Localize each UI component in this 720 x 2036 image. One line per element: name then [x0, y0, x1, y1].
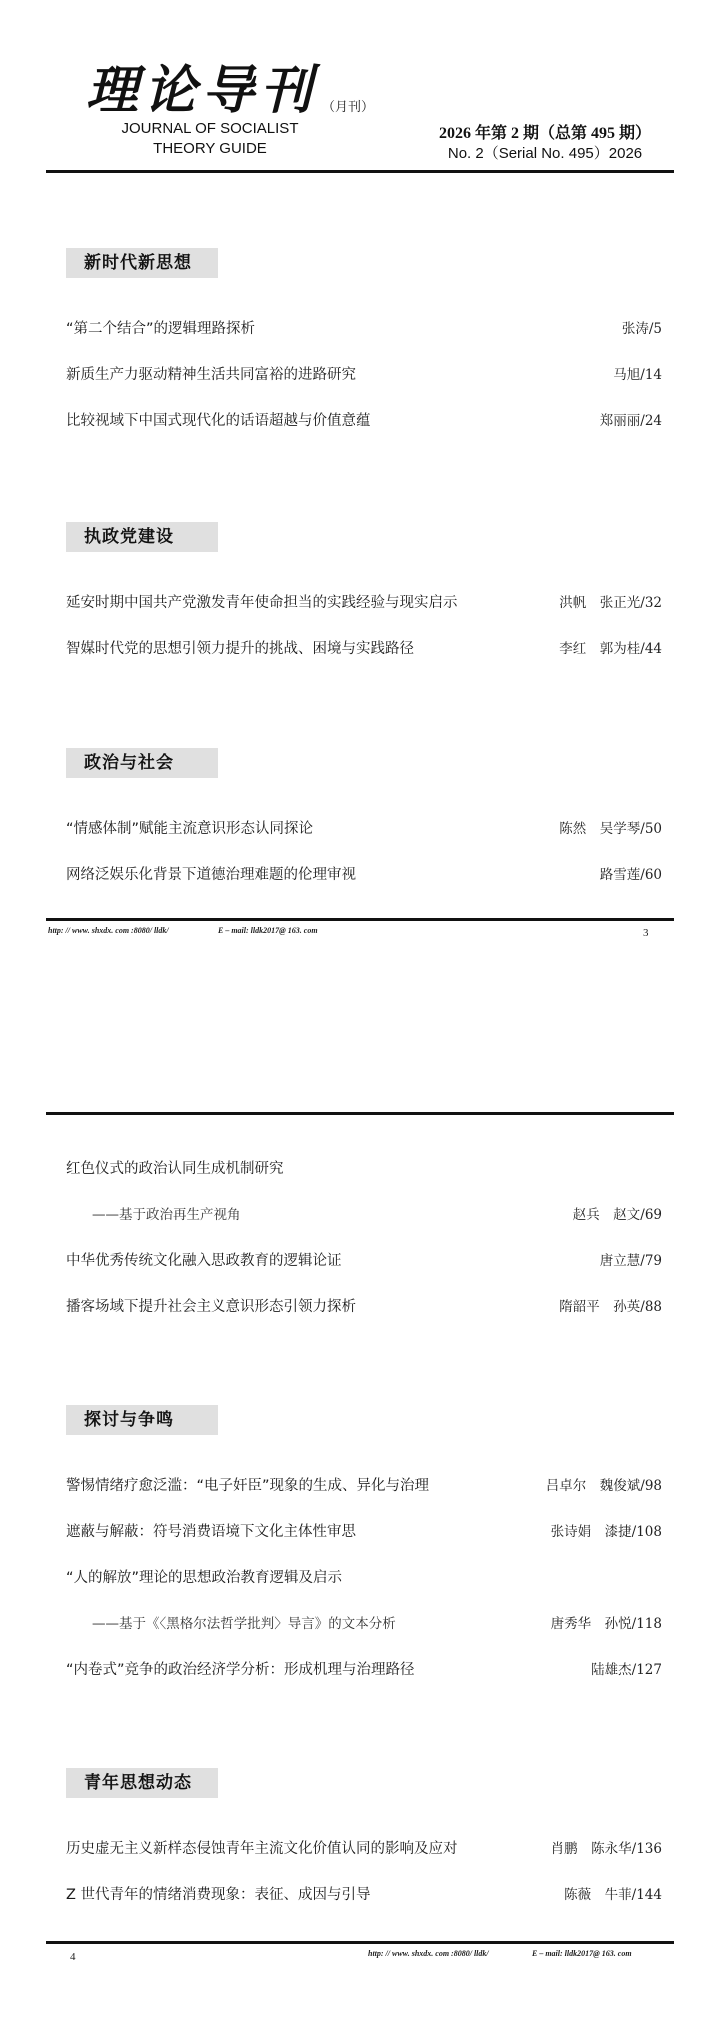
- toc-entry[interactable]: [66, 1295, 662, 1319]
- entry-title: 新质生产力驱动精神生活共同富裕的进路研究: [66, 367, 356, 383]
- entry-author-page: 陈薇 牛菲/144: [564, 1887, 662, 1903]
- entry-subtitle: ——基于《〈黑格尔法哲学批判〉导言》的文本分析: [92, 1616, 396, 1632]
- toc-entry[interactable]: [66, 817, 662, 841]
- entry-author-page: 吕卓尔 魏俊斌/98: [545, 1478, 662, 1494]
- entry-title: 历史虚无主义新样态侵蚀青年主流文化价值认同的影响及应对: [66, 1841, 458, 1857]
- entry-title: 红色仪式的政治认同生成机制研究: [66, 1161, 284, 1177]
- toc-entry[interactable]: [66, 1883, 662, 1907]
- journal-logo: 理论导刊: [86, 60, 319, 121]
- entry-author-page: 赵兵 赵文/69: [572, 1207, 662, 1223]
- entry-subtitle: ——基于政治再生产视角: [92, 1207, 241, 1223]
- toc-entry[interactable]: [66, 1520, 662, 1544]
- page-footer-rule: [46, 1941, 674, 1944]
- toc-entry[interactable]: [66, 1658, 662, 1682]
- entry-author-page: 陆雄杰/127: [591, 1662, 662, 1678]
- toc-entry[interactable]: [66, 1157, 662, 1181]
- toc-entry[interactable]: [66, 591, 662, 615]
- toc-entry[interactable]: [66, 1837, 662, 1861]
- journal-english-name: [60, 119, 360, 159]
- entry-author-page: 张诗娟 漆捷/108: [550, 1524, 662, 1540]
- entry-author-page: 李红 郭为桂/44: [559, 641, 662, 657]
- entry-author-page: 郑丽丽/24: [599, 413, 662, 429]
- footer-email[interactable]: E – mail: lldk2017@ 163. com: [532, 1949, 632, 1958]
- entry-title: Z 世代青年的情绪消费现象：表征、成因与引导: [66, 1887, 371, 1903]
- issue-number-en: No. 2（Serial No. 495）2026: [447, 145, 643, 162]
- footer-url[interactable]: http: // www. shxdx. com :8080/ lldk/: [48, 926, 169, 935]
- toc-entry[interactable]: [66, 317, 662, 341]
- section-label: 政治与社会: [66, 748, 218, 778]
- entry-author-page: 路雪莲/60: [599, 867, 662, 883]
- entry-title: 比较视域下中国式现代化的话语超越与价值意蕴: [66, 413, 371, 429]
- toc-entry[interactable]: [66, 637, 662, 661]
- section-label: 青年思想动态: [66, 1768, 218, 1798]
- entry-author-page: 马旭/14: [613, 367, 662, 383]
- entry-author-page: 唐立慧/79: [599, 1253, 662, 1269]
- entry-title: 延安时期中国共产党激发青年使命担当的实践经验与现实启示: [66, 595, 458, 611]
- entry-author-page: 洪帆 张正光/32: [559, 595, 662, 611]
- section-label: 新时代新思想: [66, 248, 218, 278]
- entry-author-page: 唐秀华 孙悦/118: [550, 1616, 662, 1632]
- entry-title: “人的解放”理论的思想政治教育逻辑及启示: [66, 1570, 343, 1586]
- page-number: 3: [643, 927, 649, 939]
- entry-author-page: 陈然 吴学琴/50: [559, 821, 662, 837]
- issue-number-cn: 2026 年第 2 期（总第 495 期）: [438, 125, 651, 142]
- entry-title: “第二个结合”的逻辑理路探析: [66, 321, 256, 337]
- entry-title: “内卷式”竞争的政治经济学分析：形成机理与治理路径: [66, 1662, 415, 1678]
- toc-entry[interactable]: [66, 863, 662, 887]
- entry-author-page: 隋韶平 孙英/88: [559, 1299, 662, 1315]
- toc-entry[interactable]: [66, 409, 662, 433]
- entry-author-page: 张涛/5: [621, 321, 662, 337]
- toc-entry-subtitle[interactable]: [66, 1612, 662, 1636]
- entry-title: 中华优秀传统文化融入思政教育的逻辑论证: [66, 1253, 342, 1269]
- journal-frequency: （月刊）: [322, 100, 375, 115]
- page-footer-rule: [46, 918, 674, 921]
- entry-title: 网络泛娱乐化背景下道德治理难题的伦理审视: [66, 867, 356, 883]
- toc-entry[interactable]: [66, 363, 662, 387]
- section-label: 执政党建设: [66, 522, 218, 552]
- entry-author-page: 肖鹏 陈永华/136: [550, 1841, 662, 1857]
- toc-entry-subtitle[interactable]: [66, 1203, 662, 1227]
- page-header-rule: [46, 1112, 674, 1115]
- journal-english-line2: THEORY GUIDE: [153, 140, 267, 157]
- entry-title: 警惕情绪疗愈泛滥：“电子奸臣”现象的生成、异化与治理: [66, 1478, 430, 1494]
- entry-title: 智媒时代党的思想引领力提升的挑战、困境与实践路径: [66, 641, 414, 657]
- entry-title: 遮蔽与解蔽：符号消费语境下文化主体性审思: [66, 1524, 356, 1540]
- toc-entry[interactable]: [66, 1249, 662, 1273]
- toc-entry[interactable]: [66, 1474, 662, 1498]
- entry-title: 播客场域下提升社会主义意识形态引领力探析: [66, 1299, 356, 1315]
- page-number: 4: [70, 1951, 76, 1963]
- section-label: 探讨与争鸣: [66, 1405, 218, 1435]
- toc-entry[interactable]: [66, 1566, 662, 1590]
- entry-title: “情感体制”赋能主流意识形态认同探论: [66, 821, 314, 837]
- header-rule: [46, 170, 674, 173]
- footer-email[interactable]: E – mail: lldk2017@ 163. com: [218, 926, 318, 935]
- journal-english-line1: JOURNAL OF SOCIALIST: [121, 120, 299, 137]
- footer-url[interactable]: http: // www. shxdx. com :8080/ lldk/: [368, 1949, 489, 1958]
